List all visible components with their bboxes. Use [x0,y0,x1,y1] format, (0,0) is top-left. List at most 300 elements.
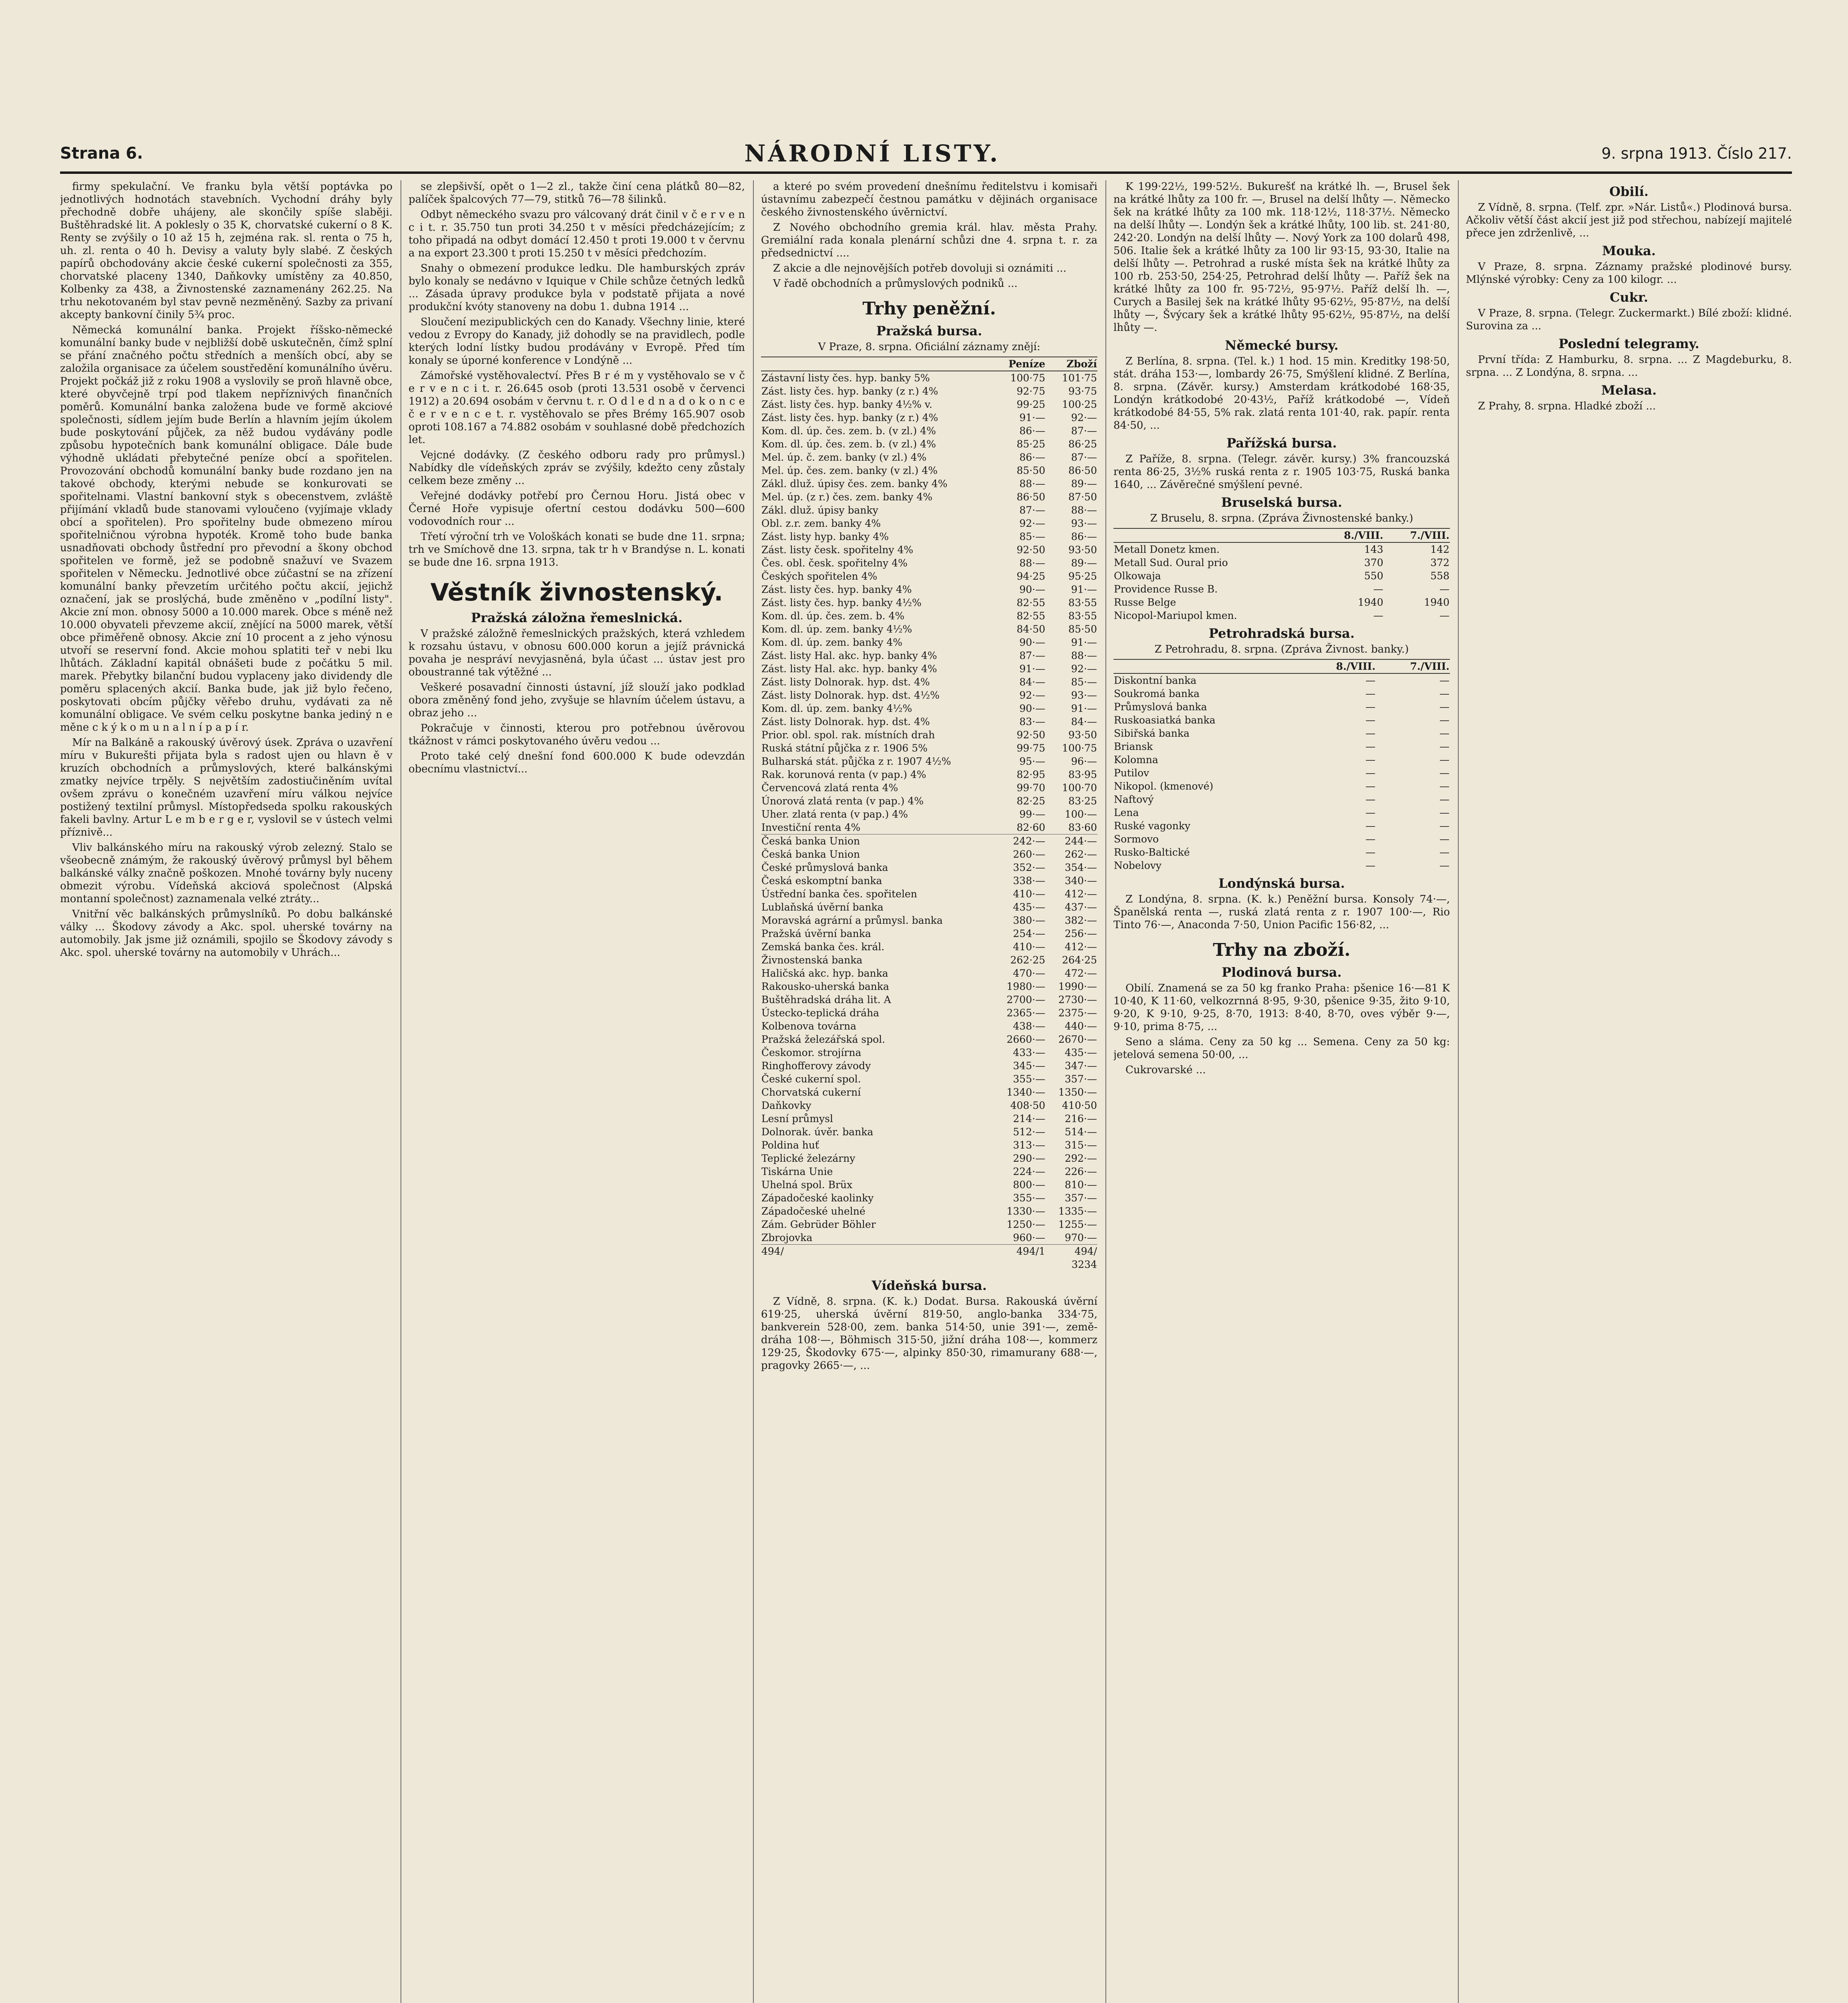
row-value: 372 [1430,557,1449,568]
table-row [761,1152,1097,1165]
row-label: Mel. úp. (z r.) čes. zem. banky 4% [761,491,932,503]
table-row [761,689,1097,702]
row-label: Providence Russe B. [1114,583,1218,595]
table-row [761,781,1097,794]
row-value: — [1439,807,1449,818]
row-label: Zást. listy čes. hyp. banky 4½% v. [761,399,932,410]
row-value: 354·— [1065,862,1097,873]
row-value: 92·50 [1017,544,1045,556]
table-row [1113,542,1450,556]
row-value: 86·— [1019,451,1045,463]
total-value: 3234 [1071,1259,1097,1270]
row-value: — [1439,688,1449,699]
row-value: 86·50 [1068,465,1097,476]
header-label [761,357,994,371]
petersburg-table-body [1113,673,1450,872]
row-value: 440·— [1065,1020,1097,1032]
row-label: Západočeské kaolinky [761,1192,874,1204]
article-paragraph: Zámořské vystěhovalectví. Přes B r é m y vystěhovalo se v č e r v e n c i t. r. 26.645 osob (proti 13.531 osobě v červenci 1912) a 20.694 osobám v červnu t. r. O d l e d n a d o k o n c e č e r v e n c e t. r. vystěhovalo se přes Brémy 165.907 osob oproti 108.167 a 74.882 osobám v souhlasné době předchozích let. [409,370,745,446]
table-row [761,1072,1097,1086]
header-date: 8./VIII. [1302,659,1376,673]
header-date: 8./VIII. [1318,528,1384,542]
column-2 [409,180,745,2003]
table-row [761,623,1097,636]
row-value: 242·— [994,834,1046,848]
row-value: 347·— [1065,1060,1097,1072]
table-row [761,424,1097,437]
row-label: Zást. listy Hal. akc. hyp. banky 4% [761,663,937,675]
row-value: 85·— [1071,676,1097,688]
row-value: — [1365,794,1376,805]
row-value: — [1439,833,1449,845]
row-value: 1990·— [1058,981,1097,992]
header-date: 7./VIII. [1376,659,1450,673]
row-label: Daňkovky [761,1100,811,1111]
article-paragraph: Cukrovarské ... [1125,1064,1206,1076]
section-subtitle: Mouka. [1602,243,1656,258]
row-value: — [1365,846,1376,858]
table-row [1113,556,1450,569]
row-value: 86·— [1019,425,1045,437]
row-value: 370 [1364,557,1383,568]
row-value: 88·— [1019,478,1045,490]
article-paragraph: Z Berlína, 8. srpna. (Tel. k.) 1 hod. 15 min. Kreditky 198·50, stát. dráha 153·—, lombardy 26·75, Smýšlení klidné. Z Berlína, 8. srpna. (Závěr. kursy.) Amsterdam krátkodobé 168·35, Londýn krátkodobé 20·43½, Paříž krátkodobé —, Vídeň krátkodobé 84·55, 5% rak. zlatá renta 101·40, rak. papír. renta 84·50, ... [1113,355,1450,431]
table-row [761,451,1097,464]
row-value: 437·— [1065,901,1097,913]
article-paragraph: Vejcné dodávky. (Z českého odboru rady pro průmysl.) Nabídky dle vídeňských zpráv se zvýšily, kdežto ceny zůstaly celkem beze změny ... [409,449,745,487]
row-label: Zást. listy hyp. banky 4% [761,531,889,542]
row-value: 380·— [1013,915,1045,926]
row-value: 260·— [1013,848,1045,860]
row-value: 83·25 [1068,795,1097,807]
table-row [1113,727,1450,740]
row-label: Zást. listy Dolnorak. hyp. dst. 4% [761,676,930,688]
row-value: — [1365,833,1376,845]
table-row [761,702,1097,715]
row-value: — [1365,780,1376,792]
row-value: 100·75 [1062,742,1097,754]
row-value: 412·— [1065,888,1097,900]
table-row [761,927,1097,940]
table-row [761,437,1097,451]
row-value: 960·— [1013,1232,1045,1243]
row-label: České cukerní spol. [761,1073,861,1085]
table-row [761,1231,1097,1245]
row-value: 94·25 [1017,570,1045,582]
row-value: 91·— [1019,663,1045,675]
row-value: 93·75 [1068,385,1097,397]
table-row [761,675,1097,689]
table-row [1113,713,1450,727]
table-row [761,464,1097,477]
table-row [761,1086,1097,1099]
section-subtitle: Vídeňská bursa. [872,1278,987,1293]
row-value: 216·— [1065,1113,1097,1124]
row-label: Ringhofferovy závody [761,1060,871,1072]
row-value: 91·— [1071,584,1097,595]
article-paragraph: firmy spekulační. Ve franku byla větší poptávka po jednotlivých hodnotách stavebních. Vychodní dráhy byly přechodně dobře uhájeny, ale skončily spíše slaběji. Buštěhradské lit. A poklesly o 35 K, chorvatské cukerní o 8 K. Renty se zvýšily o 10 až 15 h, zejména rak. sl. renta o 75 h, uh. zl. renta o 40 h. Devisy a valuty byly slabé. Z českých papírů obchodovány akcie české cukerní společnosti za 355, chorvatské placeny 1340, Daňkovky umístěny za 40.850, Kolbenky za 438, a Živnostenské zaznamenány 262.25. Na trhu nekotovaném byl stav pevně nezměněný. Sazby za privaní akcepty bankovní činily 5¾ proc. [60,181,393,321]
table-row [761,662,1097,675]
row-label: Kom. dl. úp. zem. banky 4% [761,637,903,648]
masthead: NÁRODNÍ LISTY. [744,140,1000,167]
row-label: Chorvatská cukerní [761,1086,861,1098]
row-value: 82·95 [1017,769,1045,780]
row-value: 96·— [1071,756,1097,767]
section-subtitle: Německé bursy. [1225,338,1339,353]
article-paragraph: Proto také celý dnešní fond 600.000 K bude odevzdán obecnímu vlastnictví... [409,750,745,775]
table-row [761,834,1097,848]
row-value: 86·50 [1017,491,1045,503]
row-value: 92·— [1071,412,1097,423]
row-label: Zást. listy Hal. akc. hyp. banky 4% [761,650,937,661]
section-title: Trhy peněžní. [862,298,996,319]
table-row [761,477,1097,490]
row-label: Putilov [1114,767,1149,779]
row-value: 87·— [1019,650,1045,661]
row-value: 412·— [1065,941,1097,953]
column-rule [1105,180,1106,2003]
row-value: 357·— [1065,1073,1097,1085]
row-value: 2670·— [1058,1034,1097,1045]
row-value: 89·— [1071,478,1097,490]
table-row [761,609,1097,623]
table-row [1113,596,1450,609]
table-row [761,980,1097,993]
section-subtitle: Bruselská bursa. [1221,495,1343,510]
row-label: Sibiřská banka [1114,727,1190,739]
row-value: — [1439,754,1449,766]
row-label: Zákl. dluž. úpisy čes. zem. banky 4% [761,478,948,490]
row-value: 88·— [1019,557,1045,569]
row-value: 472·— [1065,967,1097,979]
row-value: 99·25 [1017,399,1045,410]
column-5 [1466,180,1792,2003]
row-value: 85·50 [1068,623,1097,635]
row-value: 95·25 [1068,570,1097,582]
table-row [761,1020,1097,1033]
table-header-row [1113,659,1450,673]
row-value: 1330·— [1007,1205,1045,1217]
row-value: — [1373,583,1383,595]
table-row [761,993,1097,1006]
row-value: 85·— [1019,531,1045,542]
article-paragraph: V Praze, 8. srpna. (Telegr. Zuckermarkt.) Bílé zboží: klidné. Surovina za ... [1466,307,1792,332]
article-paragraph: V Praze, 8. srpna. Záznamy pražské plodinové bursy. Mlýnské výrobky: Ceny za 100 kilogr. ... [1466,261,1792,286]
row-value: 1255·— [1058,1219,1097,1230]
row-value: — [1439,610,1449,621]
row-label: Zást. listy Dolnorak. hyp. dst. 4½% [761,689,940,701]
row-value: 91·— [1071,703,1097,714]
row-value: 290·— [1013,1153,1045,1164]
row-value: 86·25 [1068,438,1097,450]
row-label: Prior. obl. spol. rak. místních drah [761,729,935,741]
row-label: Olkowaja [1114,570,1161,582]
row-value: — [1439,767,1449,779]
row-label: Nobelovy [1114,860,1162,871]
row-value: 99·70 [1017,782,1045,794]
row-label: Zást. listy česk. spořitelny 4% [761,544,914,556]
table-total-row [761,1258,1097,1271]
table-row [761,1033,1097,1046]
row-value: 292·— [1065,1153,1097,1164]
row-value: 408·50 [1010,1100,1045,1111]
table-row [761,1125,1097,1139]
header-goods: Zboží [1046,357,1097,371]
row-value: 558 [1430,570,1449,582]
table-header-row [1113,528,1450,542]
footer-value: 494/1 [994,1245,1046,1258]
column-rule [1458,180,1459,2003]
page-header [60,135,1792,174]
table-row [761,953,1097,967]
row-label: Zást. listy čes. hyp. banky (z r.) 4% [761,385,938,397]
row-value: 91·— [1019,412,1045,423]
row-label: Západočeské uhelné [761,1205,866,1217]
article-paragraph: Z Paříže, 8. srpna. (Telegr. závěr. kursy.) 3% francouzská renta 86·25, 3½% ruská renta z r. 1905 103·75, Ruská banka 1640, ... Závěrečné smýšlení pevné. [1113,453,1450,491]
table-row [761,570,1097,583]
article-paragraph: Mír na Balkáně a rakouský úvěrový úsek. Zpráva o uzavření míru v Bukurešti přijata byla s radost ujen ou hlavn ě v kruzích obchodních a průmyslových, které balkánskými zmatky nejvíce trpěly. S největším zadostiučiněním uvítal ovšem zprávu o konečném uzavření míru válkou nejvíce postižený textilní průmysl. Místopředseda spolku rakouských fakeli bavlny. Artur L e m b e r g e r, vyslovil se v ústech velmi příznivě... [60,737,393,838]
row-value: — [1373,610,1383,621]
row-label: Zástavní listy čes. hyp. banky 5% [761,372,930,384]
row-value: 87·— [1071,425,1097,437]
row-value: — [1439,860,1449,871]
row-label: Ústřední banka čes. spořitelen [761,888,917,900]
article-paragraph: Obilí. Znamená se za 50 kg franko Praha: pšenice 16·—81 K 10·40, K 11·60, velkozrnná 8·95, 9·30, pšenice 9·35, žito 9·10, 9·20, K 9·10, 9·25, 8·70, 1913: 8·40, 8·70, oves výběr 9·—, 9·10, prima 8·75, ... [1113,982,1450,1033]
table-row [761,861,1097,874]
table-row [1113,753,1450,766]
row-value: 357·— [1065,1192,1097,1204]
row-label: Kom. dl. úp. čes. zem. b. (v zl.) 4% [761,438,936,450]
table-row [761,755,1097,768]
article-paragraph: Snahy o obmezení produkce ledku. Dle hamburských zpráv bylo konaly se nedávno v Iquique v Chile schůze četných ledků ... Zásada úpravy produkce byla v podstatě přijata a nové produkční kvóty stanoveny na dobu 1. dubna 1914 ... [409,262,745,313]
row-value: 92·75 [1017,385,1045,397]
row-value: 83·— [1019,716,1045,727]
row-value: 93·— [1071,689,1097,701]
row-value: 438·— [1013,1020,1045,1032]
row-label: Zákl. dluž. úpisy banky [761,504,878,516]
section-subtitle: Petrohradská bursa. [1208,626,1355,641]
section-note: Z Bruselu, 8. srpna. (Zpráva Živnostenské banky.) [1150,512,1413,524]
row-label: Pražská železářská spol. [761,1034,886,1045]
article-paragraph: V pražské záložně řemeslnických pražských, která vzhledem k rozsahu ústavu, v obnosu 600.000 korun a jejíž právnická povaha je nespráví nevyjasněná, byla účast ... ústav jest pro oboustranné tak výtěžné ... [409,628,745,678]
row-value: 142 [1430,544,1449,555]
table-row [761,385,1097,398]
row-value: 100·25 [1062,399,1097,410]
row-label: Zást. listy Dolnorak. hyp. dst. 4% [761,716,930,727]
row-value: 313·— [1013,1139,1045,1151]
article-paragraph: Vnitřní věc balkánských průmyslníků. Po dobu balkánské války ... Škodovy závody a Akc. spol. uherské továrny na automobily. Jak jsme již oznámili, spojilo se Škodovy závody s Akc. spol. uherské továrny na automobily v Uhrách... [60,908,393,959]
row-value: 315·— [1065,1139,1097,1151]
row-label: Průmyslová banka [1114,701,1207,713]
row-label: Mel. úp. č. zem. banky (v zl.) 4% [761,451,927,463]
row-label: Česká banka Union [761,834,994,848]
row-label: Živnostenská banka [761,954,863,966]
row-value: — [1439,741,1449,752]
row-label: Nicopol-Mariupol kmen. [1114,610,1237,621]
table-row [761,808,1097,821]
row-value: 2365·— [1007,1007,1045,1019]
table-row [1113,700,1450,713]
article-paragraph: Sloučení mezipublických cen do Kanady. Všechny linie, které vedou z Evropy do Kanady, již dohodly se na pravidlech, podle kterých lodní lístky budou prodávány v Evropě. Před tím konaly se úporné konference v Londýně ... [409,316,745,367]
table-row [761,504,1097,517]
brussels-table-body [1113,542,1450,622]
row-label: Lublaňská úvěrní banka [761,901,884,913]
article-paragraph: Z Londýna, 8. srpna. (K. k.) Peněžní bursa. Konsoly 74·—, Španělská renta —, ruská zlatá renta z r. 1907 100·—, Rio Tinto 76·—, Anaconda 7·50, Union Pacific 156·82, ... [1113,893,1450,931]
table-row [761,556,1097,570]
article-paragraph: Veřejné dodávky potřebí pro Černou Horu. Jistá obec v Černé Hoře vypisuje ofertní cestou dodávku 500—600 vodovodních rour ... [409,490,745,528]
row-label: Zbrojovka [761,1232,813,1243]
row-value: 262·25 [1010,954,1045,966]
row-value: 83·55 [1068,610,1097,622]
row-value: 800·— [1013,1179,1045,1191]
section-subtitle: Melasa. [1601,383,1657,398]
row-value: — [1365,754,1376,766]
table-row [761,411,1097,424]
row-value: 85·25 [1017,438,1045,450]
row-value: 87·50 [1068,491,1097,503]
row-value: 87·— [1071,451,1097,463]
row-label: Ruskoasiatká banka [1114,714,1216,726]
row-label: Čes. obl. česk. spořitelny 4% [761,557,908,569]
row-value: 214·— [1013,1113,1045,1124]
row-label: Buštěhradská dráha lit. A [761,994,891,1006]
row-value: 410·— [1013,888,1045,900]
row-label: Kom. dl. úp. čes. zem. b. (v zl.) 4% [761,425,936,437]
section-title: Věstník živnostenský. [430,578,723,607]
row-value: 93·— [1071,518,1097,529]
row-value: 1335·— [1058,1205,1097,1217]
row-value: — [1439,701,1449,713]
article-paragraph: První třída: Z Hamburku, 8. srpna. ... Z Magdeburku, 8. srpna. ... Z Londýna, 8. srpna. ... [1466,354,1792,379]
row-label: Zemská banka čes. král. [761,941,885,953]
row-value: 2660·— [1007,1034,1045,1045]
table-row [761,583,1097,596]
table-row [1113,582,1450,596]
table-row [761,398,1097,411]
row-value: 88·— [1071,650,1097,661]
row-value: 82·25 [1017,795,1045,807]
article-paragraph: Z Prahy, 8. srpna. Hladké zboží ... [1478,400,1656,412]
table-row [761,1112,1097,1125]
rates-table-body [761,371,1097,1271]
row-label: Rakousko-uherská banka [761,981,889,992]
row-value: 1350·— [1058,1086,1097,1098]
article-paragraph: Z akcie a dle nejnovějších potřeb dovoluji si oznámiti ... [773,262,1067,274]
article-paragraph: Vliv balkánského míru na rakouský výrob zelezný. Stalo se všeobecně známým, že rakouský úvěrový průmysl byl během balkánské války značně poškozen. Mnohé továrny byly nuceny obmezit výrobu. Vídeňská akciová společnost (Alpská montanní společnost) zaznamenala velké ztráty... [60,842,393,905]
row-value: — [1439,714,1449,726]
row-value: — [1365,727,1376,739]
table-row [761,1205,1097,1218]
table-row [1113,793,1450,806]
row-label: Metall Sud. Oural prio [1114,557,1228,568]
section-subtitle: Pražská bursa. [876,323,982,339]
row-label: Kom. dl. úp. zem. banky 4½% [761,703,912,714]
row-value: — [1365,701,1376,713]
row-value: 90·— [1019,637,1045,648]
table-row [1113,673,1450,687]
section-title: Trhy na zboží. [1213,940,1351,960]
header-money: Peníze [994,357,1046,371]
table-row [761,821,1097,834]
row-value: 99·75 [1017,742,1045,754]
row-value: 470·— [1013,967,1045,979]
row-label: Uhelná spol. Brüx [761,1179,853,1191]
table-row [761,967,1097,980]
row-label: Naftový [1114,794,1154,805]
row-value: 435·— [1065,1047,1097,1058]
row-value: 410·50 [1062,1100,1097,1111]
header-date: 7./VIII. [1384,528,1450,542]
row-label: Kom. dl. úp. zem. banky 4½% [761,623,912,635]
row-label: Nikopol. (kmenové) [1114,780,1214,792]
row-value: — [1439,780,1449,792]
row-label: Rusko-Baltické [1114,846,1190,858]
row-label: Teplické železárny [761,1153,856,1164]
row-label: Zást. listy čes. hyp. banky 4½% [761,597,922,609]
table-row [1113,859,1450,872]
row-value: — [1439,846,1449,858]
row-value: 1940 [1424,596,1449,608]
table-header-row [761,357,1097,371]
row-label: Soukromá banka [1114,688,1200,699]
section-subtitle: Pařížská bursa. [1226,435,1337,451]
row-label: Lena [1114,807,1139,818]
row-label: Česká banka Union [761,848,860,860]
section-subtitle: Cukr. [1610,290,1648,305]
row-label: Únorová zlatá renta (v pap.) 4% [761,795,924,807]
row-label: Rak. korunová renta (v pap.) 4% [761,769,926,780]
article-paragraph: Z Nového obchodního gremia král. hlav. města Prahy. Gremiální rada konala plenární schůzi dne 4. srpna t. r. za předsednictví .... [761,222,1097,259]
column-1 [60,180,393,2003]
table-row [761,1006,1097,1020]
footer-value: 494/ [1046,1245,1097,1258]
table-row [761,715,1097,728]
article-paragraph: V řadě obchodních a průmyslových podniků ... [773,278,1018,290]
article-paragraph: Německá komunální banka. Projekt říšsko-německé komunální banky bude v nejbližší době uskutečněn, čímž splní se přání značného počtu středních a menších obcí, aby se založila organisace za účelem soustředění komunálního úvěru. Projekt počkáž již z roku 1908 a vyslovily se proň hlavně obce, které obyvčejně trpí pod tlakem nepříznivých finančních poměrů. Komunální banka založena bude ve formě akciové společnosti, sídlem jejím bude Berlín a hlavním jejím úkolem bude poskytování půjček, za něž budou vydávány podle způsobu hypotečních bank komunální obligace. Dále bude výhodně ukládati přebytečné peníze obcí a spořitelen. Provozování obchodů komunální banky bude rozdano jen na takové obchody, kterými nebude se konkurovati se spořitelnami. Vlastní bankovní styk s obecenstvem, zvláště přijímání vkladů bude stanovami vyloučeno (vyjímaje vklady obcí a spořitelen). Pro spořitelny bude obmezeno mírou spořitelničnou výrobna hypoték. Kromě toho bude banka usnadňovati obchody ůstřední pro převodní a škony obchod spořitelen ve formě, jež se podobně snažuví ve Svazem spořitelen v Německu. Jednotlivé obce zúčastní se na zřízení komunální banky převzetím určitého počtu akcií, jejichž označení, jak se proslýchá, bude změněno v „podílní listy". Akcie zní mon. obnosy 5000 a 10.000 marek. Obce s méně než 10.000 obyvateli převzeme akcií, znějící na 5000 marek, větší obce přiměřeně obnosy. Akcie zní 10 procent a z jeho výnosu utvoří se reservní fond. Akcie mohou splatiti teř v nebi lku lhůtách. Základní kapitál obnášeti bude z počátku 5 mil. marek. Přebytky bilanční budou vyplaceny jako dividendy dle poměru splacených akcií. Banka bude, jak již bylo řečeno, poskytovati obcím půjčky věřebo druhu, vydávati za ně komunální obligace. Ve svém celku poskytne banka jediný n e měne c k ý k o m u n a l n í p a p í r. [60,324,393,733]
row-value: 101·75 [1062,372,1097,384]
row-value: 433·— [1013,1047,1045,1058]
row-value: 226·— [1065,1166,1097,1177]
row-label: Lesní průmysl [761,1113,833,1124]
section-note: V Praze, 8. srpna. Oficiální záznamy znějí: [818,341,1041,353]
table-row [761,596,1097,609]
row-label: Českých spořitelen 4% [761,570,878,582]
row-value: 264·25 [1062,954,1097,966]
row-value: 89·— [1071,557,1097,569]
row-value: — [1365,860,1376,871]
row-value: — [1439,675,1449,686]
table-row [1113,609,1450,622]
table-row [761,636,1097,649]
row-value: 92·— [1071,663,1097,675]
page-number: Strana 6. [60,144,143,163]
row-value: — [1365,820,1376,832]
row-value: — [1439,727,1449,739]
table-row [761,649,1097,662]
row-label: Briansk [1114,741,1153,752]
section-subtitle: Plodinová bursa. [1222,965,1342,980]
row-value: 810·— [1065,1179,1097,1191]
row-label: Červencová zlatá renta 4% [761,782,898,794]
article-paragraph: se zlepšivší, opět o 1—2 zl., takže činí cena plátků 80—82, palíček špalcových 77—79, stitků 76—78 šilinků. [409,181,745,206]
row-label: Ruská státní půjčka z r. 1906 5% [761,742,928,754]
table-row [761,887,1097,901]
footer-value: 494/ [761,1245,994,1258]
row-value: 95·— [1019,756,1045,767]
row-value: 244·— [1046,834,1097,848]
row-value: 382·— [1065,915,1097,926]
row-value: 92·50 [1017,729,1045,741]
